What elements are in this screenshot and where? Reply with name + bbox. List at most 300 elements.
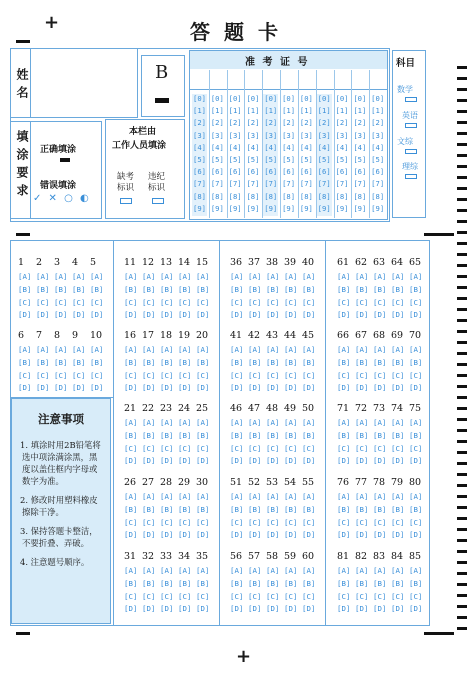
exam-id-digit-bubble[interactable]: [9] [335, 203, 349, 213]
answer-bubble[interactable]: [B] [248, 578, 262, 588]
answer-bubble[interactable]: [C] [142, 297, 156, 307]
answer-bubble[interactable]: [A] [409, 492, 423, 501]
exam-id-digit-bubble[interactable]: [2] [353, 118, 367, 128]
answer-bubble[interactable]: [C] [355, 591, 369, 601]
exam-id-digit-bubble[interactable]: [7] [371, 179, 385, 189]
answer-bubble[interactable]: [B] [409, 578, 423, 588]
answer-bubble[interactable]: [D] [391, 383, 405, 393]
answer-bubble[interactable]: [B] [373, 357, 387, 367]
answer-bubble[interactable]: [C] [355, 297, 369, 307]
exam-id-digit-bubble[interactable]: [8] [335, 191, 349, 201]
answer-bubble[interactable]: [A] [337, 272, 351, 281]
answer-bubble[interactable]: [C] [355, 517, 369, 527]
answer-bubble[interactable]: [B] [266, 284, 280, 294]
answer-bubble[interactable]: [D] [284, 530, 298, 540]
exam-id-digit-column[interactable] [299, 94, 314, 216]
exam-id-digit-bubble[interactable]: [8] [246, 191, 260, 201]
answer-bubble[interactable]: [D] [391, 310, 405, 320]
answer-bubble[interactable]: [D] [54, 310, 68, 320]
exam-id-digit-bubble[interactable]: [1] [246, 106, 260, 116]
answer-bubble[interactable]: [A] [142, 272, 156, 281]
exam-id-digit-bubble[interactable]: [7] [210, 179, 224, 189]
answer-bubble[interactable]: [A] [72, 272, 86, 281]
answer-bubble[interactable]: [B] [409, 357, 423, 367]
answer-bubble[interactable]: [B] [72, 284, 86, 294]
exam-id-digit-bubble[interactable]: [9] [210, 203, 224, 213]
answer-bubble[interactable]: [A] [248, 566, 262, 575]
answer-bubble[interactable]: [D] [142, 604, 156, 614]
answer-bubble[interactable]: [A] [160, 566, 174, 575]
exam-id-digit-bubble[interactable]: [2] [371, 118, 385, 128]
answer-bubble[interactable]: [D] [54, 383, 68, 393]
answer-bubble[interactable]: [D] [337, 530, 351, 540]
exam-id-digit-bubble[interactable]: [1] [317, 106, 331, 116]
exam-id-digit-bubble[interactable]: [3] [210, 130, 224, 140]
answer-bubble[interactable]: [A] [196, 418, 210, 427]
answer-bubble[interactable]: [A] [36, 345, 50, 354]
exam-id-digit-bubble[interactable]: [3] [317, 130, 331, 140]
exam-id-digit-bubble[interactable]: [4] [193, 142, 206, 152]
answer-bubble[interactable]: [C] [124, 443, 138, 453]
answer-bubble[interactable]: [C] [36, 297, 50, 307]
answer-bubble[interactable]: [B] [302, 357, 316, 367]
exam-id-digit-bubble[interactable]: [9] [353, 203, 367, 213]
answer-bubble[interactable]: [D] [248, 310, 262, 320]
exam-id-digit-bubble[interactable]: [3] [246, 130, 260, 140]
answer-bubble[interactable]: [C] [284, 517, 298, 527]
answer-bubble[interactable]: [D] [196, 383, 210, 393]
exam-id-digit-bubble[interactable]: [9] [317, 203, 331, 213]
answer-bubble[interactable]: [D] [36, 310, 50, 320]
answer-bubble[interactable]: [B] [302, 578, 316, 588]
answer-bubble[interactable]: [D] [373, 604, 387, 614]
answer-bubble[interactable]: [A] [391, 418, 405, 427]
exam-id-digit-column[interactable] [335, 94, 350, 216]
answer-bubble[interactable]: [B] [391, 578, 405, 588]
answer-bubble[interactable]: [B] [160, 284, 174, 294]
answer-bubble[interactable]: [D] [18, 310, 32, 320]
answer-bubble[interactable]: [B] [391, 430, 405, 440]
answer-bubble[interactable]: [D] [142, 530, 156, 540]
answer-bubble[interactable]: [A] [124, 492, 138, 501]
exam-id-digit-bubble[interactable]: [1] [335, 106, 349, 116]
answer-bubble[interactable]: [C] [355, 443, 369, 453]
answer-bubble[interactable]: [B] [196, 357, 210, 367]
exam-id-digit-bubble[interactable]: [5] [210, 154, 224, 164]
answer-bubble[interactable]: [B] [409, 284, 423, 294]
answer-bubble[interactable]: [B] [36, 357, 50, 367]
answer-bubble[interactable]: [D] [355, 530, 369, 540]
answer-bubble[interactable]: [D] [373, 310, 387, 320]
subject-bubble[interactable] [405, 123, 417, 128]
answer-bubble[interactable]: [D] [391, 604, 405, 614]
answer-bubble[interactable]: [A] [196, 566, 210, 575]
exam-id-digit-bubble[interactable]: [2] [264, 118, 278, 128]
answer-bubble[interactable]: [B] [18, 357, 32, 367]
exam-id-digit-bubble[interactable]: [6] [371, 167, 385, 177]
exam-id-digit-bubble[interactable]: [3] [264, 130, 278, 140]
answer-bubble[interactable]: [C] [391, 297, 405, 307]
answer-bubble[interactable]: [D] [196, 604, 210, 614]
answer-bubble[interactable]: [D] [266, 456, 280, 466]
exam-id-digit-bubble[interactable]: [7] [193, 179, 206, 189]
exam-id-digit-column[interactable] [192, 94, 207, 216]
answer-bubble[interactable]: [A] [409, 272, 423, 281]
answer-bubble[interactable]: [A] [18, 345, 32, 354]
exam-id-digit-bubble[interactable]: [0] [264, 94, 278, 103]
answer-bubble[interactable]: [B] [355, 504, 369, 514]
answer-bubble[interactable]: [C] [248, 591, 262, 601]
answer-bubble[interactable]: [C] [178, 443, 192, 453]
exam-id-digit-column[interactable] [281, 94, 296, 216]
answer-bubble[interactable]: [D] [248, 456, 262, 466]
answer-bubble[interactable]: [C] [230, 443, 244, 453]
answer-bubble[interactable]: [B] [142, 504, 156, 514]
answer-bubble[interactable]: [C] [373, 370, 387, 380]
answer-bubble[interactable]: [B] [160, 357, 174, 367]
answer-bubble[interactable]: [A] [90, 345, 104, 354]
exam-id-digit-bubble[interactable]: [6] [193, 167, 206, 177]
exam-id-digit-bubble[interactable]: [0] [282, 94, 296, 103]
answer-bubble[interactable]: [D] [124, 456, 138, 466]
answer-bubble[interactable]: [B] [142, 578, 156, 588]
exam-id-digit-bubble[interactable]: [7] [246, 179, 260, 189]
answer-bubble[interactable]: [A] [355, 566, 369, 575]
answer-bubble[interactable]: [A] [391, 345, 405, 354]
answer-bubble[interactable]: [B] [90, 357, 104, 367]
answer-bubble[interactable]: [A] [72, 345, 86, 354]
answer-bubble[interactable]: [C] [54, 297, 68, 307]
answer-bubble[interactable]: [B] [373, 578, 387, 588]
answer-bubble[interactable]: [C] [284, 297, 298, 307]
answer-bubble[interactable]: [C] [337, 297, 351, 307]
answer-bubble[interactable]: [D] [355, 456, 369, 466]
answer-bubble[interactable]: [C] [266, 297, 280, 307]
answer-bubble[interactable]: [C] [142, 443, 156, 453]
answer-bubble[interactable]: [A] [124, 345, 138, 354]
answer-bubble[interactable]: [A] [142, 492, 156, 501]
answer-bubble[interactable]: [D] [266, 383, 280, 393]
answer-bubble[interactable]: [B] [266, 578, 280, 588]
exam-id-digit-bubble[interactable]: [3] [193, 130, 206, 140]
exam-id-digit-bubble[interactable]: [1] [210, 106, 224, 116]
answer-bubble[interactable]: [C] [391, 517, 405, 527]
answer-bubble[interactable]: [A] [36, 272, 50, 281]
exam-id-digit-bubble[interactable]: [7] [317, 179, 331, 189]
answer-bubble[interactable]: [D] [72, 383, 86, 393]
exam-id-digit-bubble[interactable]: [8] [299, 191, 313, 201]
answer-bubble[interactable]: [D] [230, 310, 244, 320]
answer-bubble[interactable]: [D] [373, 530, 387, 540]
answer-bubble[interactable]: [B] [54, 357, 68, 367]
exam-id-digit-bubble[interactable]: [0] [246, 94, 260, 103]
exam-id-digit-bubble[interactable]: [5] [246, 154, 260, 164]
answer-bubble[interactable]: [C] [302, 591, 316, 601]
exam-id-digit-bubble[interactable]: [3] [299, 130, 313, 140]
answer-bubble[interactable]: [D] [230, 530, 244, 540]
answer-bubble[interactable]: [C] [142, 370, 156, 380]
subject-bubble[interactable] [405, 149, 417, 154]
answer-bubble[interactable]: [A] [230, 566, 244, 575]
answer-bubble[interactable]: [A] [284, 566, 298, 575]
exam-id-digit-bubble[interactable]: [7] [228, 179, 242, 189]
answer-bubble[interactable]: [A] [266, 272, 280, 281]
answer-bubble[interactable]: [A] [160, 272, 174, 281]
exam-id-digit-bubble[interactable]: [3] [371, 130, 385, 140]
answer-bubble[interactable]: [A] [409, 418, 423, 427]
answer-bubble[interactable]: [A] [302, 492, 316, 501]
answer-bubble[interactable]: [D] [178, 530, 192, 540]
answer-bubble[interactable]: [C] [373, 591, 387, 601]
answer-bubble[interactable]: [D] [284, 310, 298, 320]
answer-bubble[interactable]: [A] [196, 492, 210, 501]
answer-bubble[interactable]: [A] [178, 345, 192, 354]
answer-bubble[interactable]: [D] [36, 383, 50, 393]
answer-bubble[interactable]: [D] [391, 530, 405, 540]
answer-bubble[interactable]: [A] [355, 492, 369, 501]
exam-id-digit-bubble[interactable]: [6] [282, 167, 296, 177]
answer-bubble[interactable]: [C] [124, 297, 138, 307]
answer-bubble[interactable]: [B] [142, 284, 156, 294]
answer-bubble[interactable]: [B] [248, 357, 262, 367]
answer-bubble[interactable]: [C] [124, 517, 138, 527]
answer-bubble[interactable]: [C] [302, 443, 316, 453]
answer-bubble[interactable]: [B] [178, 284, 192, 294]
answer-bubble[interactable]: [D] [142, 310, 156, 320]
exam-id-digit-bubble[interactable]: [3] [353, 130, 367, 140]
answer-bubble[interactable]: [B] [54, 284, 68, 294]
answer-bubble[interactable]: [D] [178, 383, 192, 393]
exam-id-digit-bubble[interactable]: [1] [264, 106, 278, 116]
exam-id-digit-bubble[interactable]: [0] [193, 94, 206, 103]
cheat-bubble[interactable] [152, 198, 164, 204]
answer-bubble[interactable]: [A] [266, 345, 280, 354]
exam-id-digit-bubble[interactable]: [5] [193, 154, 206, 164]
answer-bubble[interactable]: [C] [230, 370, 244, 380]
answer-bubble[interactable]: [A] [284, 418, 298, 427]
answer-bubble[interactable]: [D] [124, 530, 138, 540]
exam-id-digit-column[interactable] [245, 94, 260, 216]
answer-bubble[interactable]: [A] [230, 418, 244, 427]
answer-bubble[interactable]: [A] [337, 566, 351, 575]
answer-bubble[interactable]: [C] [337, 370, 351, 380]
exam-id-digit-bubble[interactable]: [5] [335, 154, 349, 164]
exam-id-digit-bubble[interactable]: [6] [353, 167, 367, 177]
answer-bubble[interactable]: [B] [196, 430, 210, 440]
answer-bubble[interactable]: [A] [124, 566, 138, 575]
answer-bubble[interactable]: [D] [178, 310, 192, 320]
answer-bubble[interactable]: [B] [248, 284, 262, 294]
answer-bubble[interactable]: [C] [248, 370, 262, 380]
exam-id-digit-bubble[interactable]: [1] [228, 106, 242, 116]
exam-id-digit-bubble[interactable]: [4] [353, 142, 367, 152]
answer-bubble[interactable]: [D] [196, 310, 210, 320]
exam-id-digit-bubble[interactable]: [0] [228, 94, 242, 103]
answer-bubble[interactable]: [A] [18, 272, 32, 281]
exam-id-digit-bubble[interactable]: [0] [317, 94, 331, 103]
answer-bubble[interactable]: [B] [391, 504, 405, 514]
answer-bubble[interactable]: [B] [230, 578, 244, 588]
answer-bubble[interactable]: [A] [142, 566, 156, 575]
answer-bubble[interactable]: [D] [337, 310, 351, 320]
answer-bubble[interactable]: [B] [355, 430, 369, 440]
exam-id-digit-bubble[interactable]: [2] [210, 118, 224, 128]
answer-bubble[interactable]: [C] [178, 517, 192, 527]
answer-bubble[interactable]: [A] [178, 272, 192, 281]
answer-bubble[interactable]: [C] [178, 591, 192, 601]
exam-id-digit-bubble[interactable]: [6] [264, 167, 278, 177]
answer-bubble[interactable]: [B] [178, 357, 192, 367]
answer-bubble[interactable]: [D] [248, 383, 262, 393]
answer-bubble[interactable]: [D] [373, 383, 387, 393]
exam-id-digit-bubble[interactable]: [0] [299, 94, 313, 103]
exam-id-digit-bubble[interactable]: [9] [228, 203, 242, 213]
answer-bubble[interactable]: [B] [248, 504, 262, 514]
answer-bubble[interactable]: [C] [302, 517, 316, 527]
answer-bubble[interactable]: [D] [124, 310, 138, 320]
exam-id-digit-bubble[interactable]: [0] [335, 94, 349, 103]
answer-bubble[interactable]: [A] [302, 272, 316, 281]
exam-id-digit-bubble[interactable]: [4] [317, 142, 331, 152]
answer-bubble[interactable]: [A] [54, 272, 68, 281]
answer-bubble[interactable]: [C] [18, 370, 32, 380]
answer-bubble[interactable]: [B] [284, 578, 298, 588]
answer-bubble[interactable]: [B] [248, 430, 262, 440]
answer-bubble[interactable]: [B] [196, 578, 210, 588]
answer-bubble[interactable]: [C] [160, 517, 174, 527]
answer-bubble[interactable]: [D] [90, 310, 104, 320]
answer-bubble[interactable]: [B] [124, 284, 138, 294]
answer-bubble[interactable]: [B] [160, 430, 174, 440]
answer-bubble[interactable]: [B] [124, 357, 138, 367]
answer-bubble[interactable]: [C] [196, 517, 210, 527]
exam-id-digit-bubble[interactable]: [0] [210, 94, 224, 103]
answer-bubble[interactable]: [C] [337, 517, 351, 527]
answer-bubble[interactable]: [B] [124, 504, 138, 514]
answer-bubble[interactable]: [C] [160, 370, 174, 380]
answer-bubble[interactable]: [B] [337, 430, 351, 440]
answer-bubble[interactable]: [A] [355, 418, 369, 427]
exam-id-digit-bubble[interactable]: [9] [282, 203, 296, 213]
answer-bubble[interactable]: [C] [284, 443, 298, 453]
absent-bubble[interactable] [120, 198, 132, 204]
exam-id-digit-bubble[interactable]: [5] [264, 154, 278, 164]
answer-bubble[interactable]: [C] [160, 297, 174, 307]
exam-id-digit-bubble[interactable]: [1] [193, 106, 206, 116]
answer-bubble[interactable]: [B] [373, 430, 387, 440]
answer-bubble[interactable]: [C] [337, 591, 351, 601]
exam-id-digit-bubble[interactable]: [5] [299, 154, 313, 164]
answer-bubble[interactable]: [A] [284, 272, 298, 281]
answer-bubble[interactable]: [A] [373, 492, 387, 501]
exam-id-digit-bubble[interactable]: [2] [317, 118, 331, 128]
answer-bubble[interactable]: [B] [124, 578, 138, 588]
exam-id-digit-bubble[interactable]: [4] [335, 142, 349, 152]
answer-bubble[interactable]: [B] [337, 578, 351, 588]
answer-bubble[interactable]: [C] [337, 443, 351, 453]
answer-bubble[interactable]: [A] [178, 418, 192, 427]
answer-bubble[interactable]: [B] [391, 357, 405, 367]
answer-bubble[interactable]: [B] [373, 504, 387, 514]
answer-bubble[interactable]: [C] [409, 517, 423, 527]
answer-bubble[interactable]: [B] [373, 284, 387, 294]
answer-bubble[interactable]: [C] [230, 297, 244, 307]
answer-bubble[interactable]: [D] [160, 456, 174, 466]
answer-bubble[interactable]: [D] [90, 383, 104, 393]
answer-bubble[interactable]: [C] [90, 370, 104, 380]
answer-bubble[interactable]: [B] [284, 284, 298, 294]
answer-bubble[interactable]: [A] [178, 492, 192, 501]
answer-bubble[interactable]: [A] [54, 345, 68, 354]
exam-id-digit-bubble[interactable]: [5] [282, 154, 296, 164]
answer-bubble[interactable]: [C] [355, 370, 369, 380]
exam-id-digit-bubble[interactable]: [4] [264, 142, 278, 152]
answer-bubble[interactable]: [B] [36, 284, 50, 294]
answer-bubble[interactable]: [D] [355, 604, 369, 614]
exam-id-digit-column[interactable] [263, 94, 278, 216]
exam-id-digit-bubble[interactable]: [7] [282, 179, 296, 189]
answer-bubble[interactable]: [A] [90, 272, 104, 281]
answer-bubble[interactable]: [C] [409, 443, 423, 453]
answer-bubble[interactable]: [A] [373, 272, 387, 281]
answer-bubble[interactable]: [B] [284, 504, 298, 514]
answer-bubble[interactable]: [D] [284, 383, 298, 393]
answer-bubble[interactable]: [A] [266, 492, 280, 501]
answer-bubble[interactable]: [C] [230, 517, 244, 527]
subject-bubble[interactable] [405, 174, 417, 179]
answer-bubble[interactable]: [B] [178, 504, 192, 514]
answer-bubble[interactable]: [D] [409, 530, 423, 540]
answer-bubble[interactable]: [B] [124, 430, 138, 440]
answer-bubble[interactable]: [A] [391, 492, 405, 501]
answer-bubble[interactable]: [C] [54, 370, 68, 380]
answer-bubble[interactable]: [D] [355, 383, 369, 393]
exam-id-digit-bubble[interactable]: [2] [246, 118, 260, 128]
answer-bubble[interactable]: [D] [124, 604, 138, 614]
answer-bubble[interactable]: [B] [72, 357, 86, 367]
answer-bubble[interactable]: [D] [142, 383, 156, 393]
exam-id-digit-bubble[interactable]: [5] [317, 154, 331, 164]
answer-bubble[interactable]: [B] [337, 284, 351, 294]
answer-bubble[interactable]: [A] [124, 272, 138, 281]
answer-bubble[interactable]: [A] [284, 345, 298, 354]
answer-bubble[interactable]: [C] [72, 370, 86, 380]
answer-bubble[interactable]: [D] [18, 383, 32, 393]
answer-bubble[interactable]: [D] [142, 456, 156, 466]
answer-bubble[interactable]: [D] [266, 604, 280, 614]
answer-bubble[interactable]: [C] [18, 297, 32, 307]
answer-bubble[interactable]: [A] [266, 566, 280, 575]
exam-id-digit-bubble[interactable]: [7] [353, 179, 367, 189]
answer-bubble[interactable]: [A] [230, 492, 244, 501]
exam-id-digit-bubble[interactable]: [6] [228, 167, 242, 177]
answer-bubble[interactable]: [D] [284, 604, 298, 614]
answer-bubble[interactable]: [A] [142, 418, 156, 427]
exam-id-digit-bubble[interactable]: [8] [371, 191, 385, 201]
answer-bubble[interactable]: [B] [337, 504, 351, 514]
answer-bubble[interactable]: [B] [266, 504, 280, 514]
answer-bubble[interactable]: [D] [124, 383, 138, 393]
answer-bubble[interactable]: [D] [302, 310, 316, 320]
exam-id-digit-grid[interactable] [191, 94, 387, 218]
exam-id-digit-bubble[interactable]: [4] [210, 142, 224, 152]
answer-bubble[interactable]: [D] [302, 383, 316, 393]
exam-id-digit-bubble[interactable]: [6] [317, 167, 331, 177]
answer-bubble[interactable]: [C] [230, 591, 244, 601]
answer-bubble[interactable]: [C] [72, 297, 86, 307]
exam-id-digit-bubble[interactable]: [9] [371, 203, 385, 213]
answer-bubble[interactable]: [C] [266, 370, 280, 380]
